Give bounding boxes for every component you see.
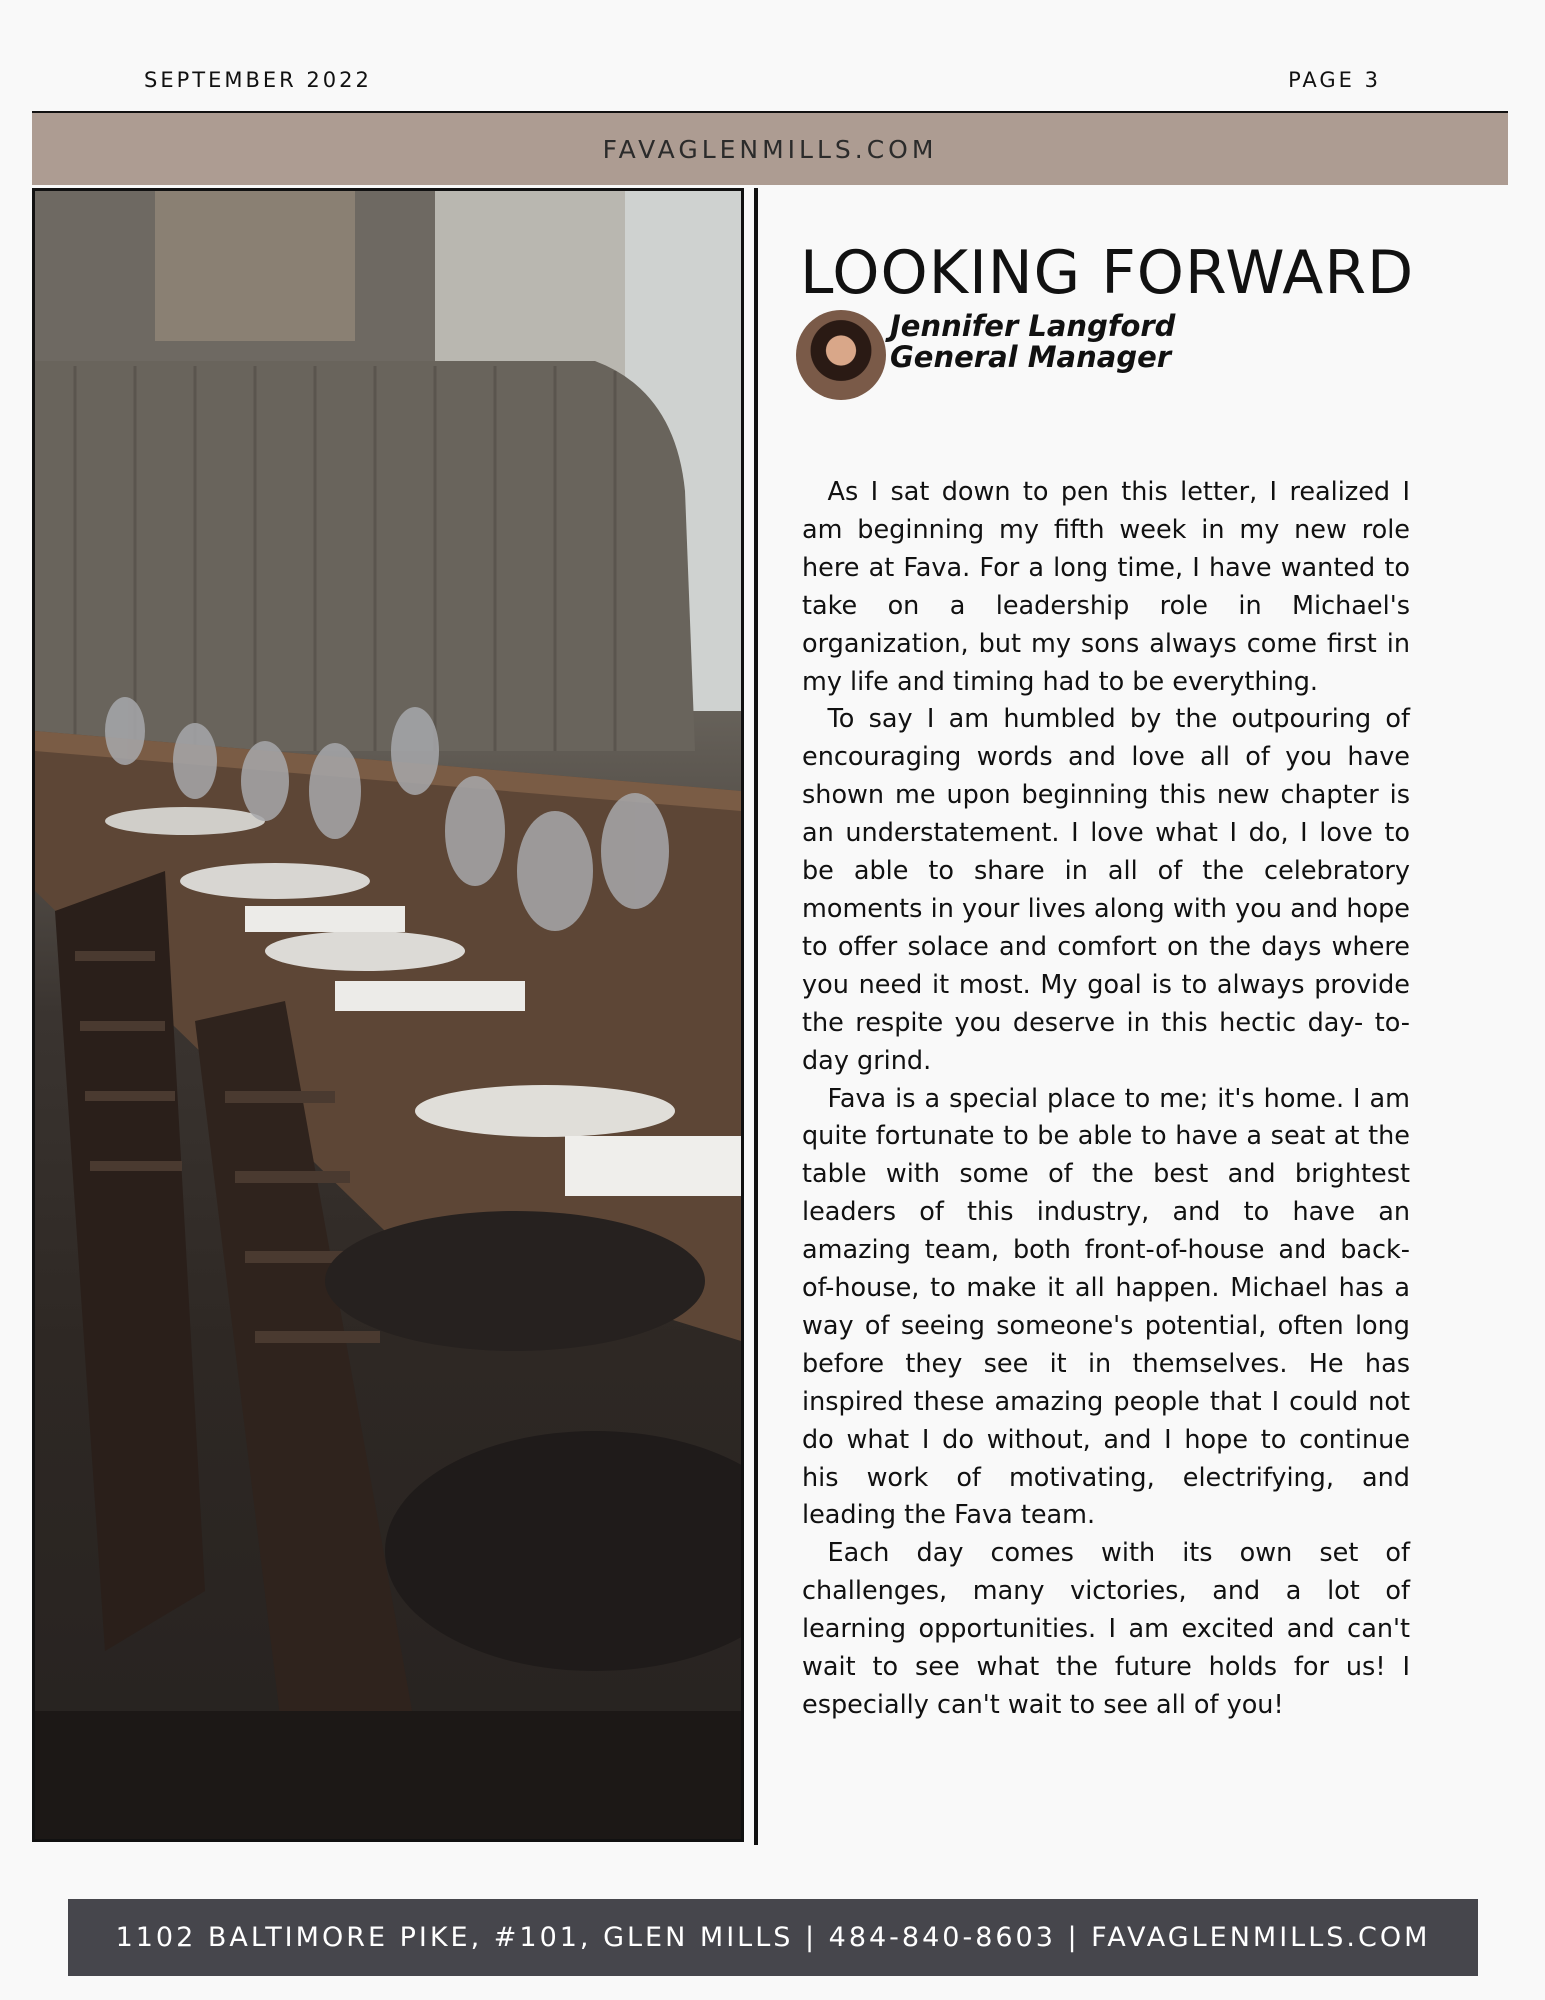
column-divider [754, 188, 758, 1845]
newsletter-date: SEPTEMBER 2022 [144, 68, 372, 92]
article-paragraph: Fava is a special place to me; it's home. I am quite fortunate to be able to have a seat at the table with some of the best and brightest leaders of this industry, and to have an amazing team, both front-of-house and back-of-house, to make it all happen. Michael has a way of seeing someone's potential, often long before they see it in themselves. He has inspired these amazing people that I could not do what I do without, and I hope to continue his work of motivating, electrifying, and leading the Fava team. [802, 1083, 1410, 1531]
author-byline [890, 311, 1175, 373]
article-paragraph: To say I am humbled by the outpouring of encouraging words and love all of you have shown me upon beginning this new chapter is an understatement. I love what I do, I love to be able to share in all of the celebratory moments in your lives along with you and hope to offer solace and comfort on the days where you need it most. My goal is to always provide the respite you deserve in this hectic day- to-day grind. [802, 704, 1410, 1076]
author-avatar [796, 310, 886, 400]
article-paragraph: As I sat down to pen this letter, I realized I am beginning my fifth week in my new role here at Fava. For a long time, I have wanted to take on a leadership role in Michael's organization, but my sons always come first in my life and timing had to be everything. [802, 477, 1410, 697]
footer-contact-bar [68, 1899, 1478, 1976]
website-banner [32, 113, 1508, 185]
dining-room-illustration [35, 191, 741, 1839]
article-body [802, 474, 1410, 1725]
author-role: General Manager [890, 340, 1172, 374]
article-title: LOOKING FORWARD [800, 238, 1415, 308]
restaurant-dining-photo [32, 188, 744, 1842]
footer-contact-text: 1102 BALTIMORE PIKE, #101, GLEN MILLS | 484-840-8603 | FAVAGLENMILLS.COM [115, 1922, 1431, 1953]
page-number: PAGE 3 [1288, 68, 1381, 92]
article-paragraph: Each day comes with its own set of challenges, many victories, and a lot of learning opportunities. I am excited and can't wait to see what the future holds for us! I especially can't wait to see all of you! [802, 1538, 1410, 1720]
website-banner-text: FAVAGLENMILLS.COM [602, 134, 938, 164]
author-name: Jennifer Langford [890, 309, 1176, 343]
